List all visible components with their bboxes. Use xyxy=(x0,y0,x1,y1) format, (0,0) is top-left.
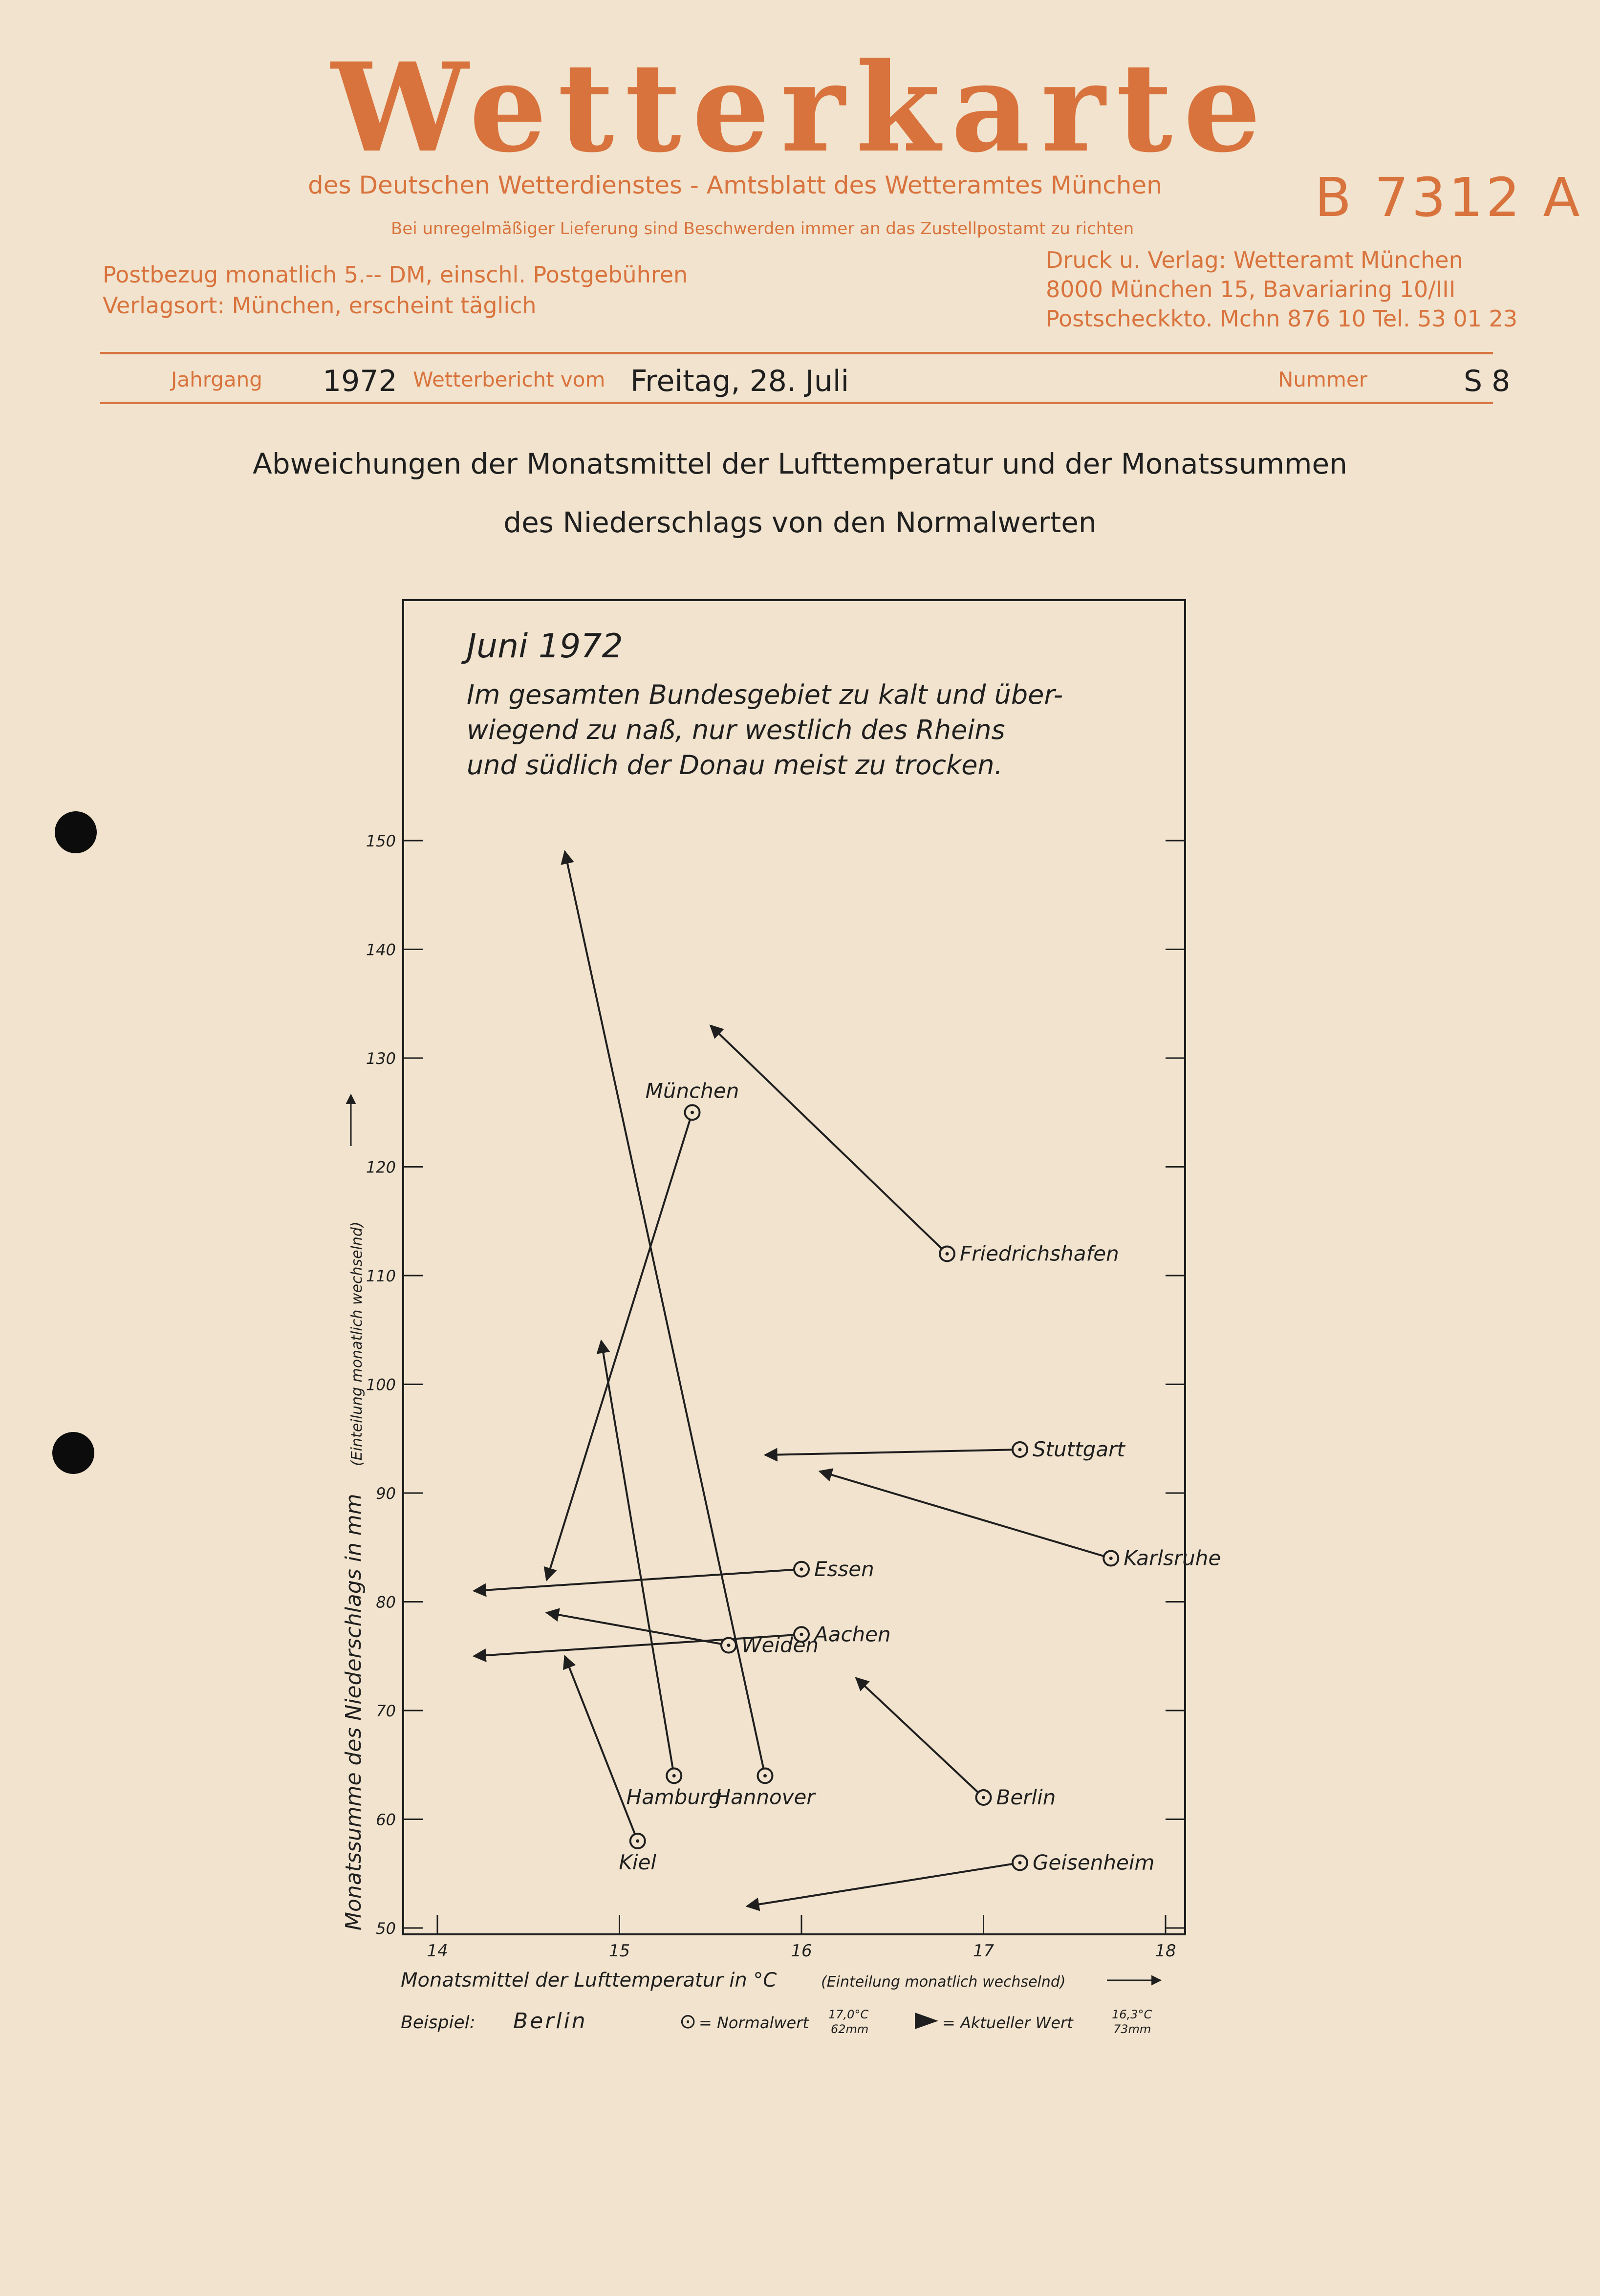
masthead-subtitle: des Deutschen Wetterdienstes - Amtsblatt des Wetteramtes München xyxy=(308,171,1162,199)
deviation-arrow-stuttgart xyxy=(765,1450,1020,1455)
deviation-arrow-berlin xyxy=(856,1678,984,1798)
deviation-arrow-hannover xyxy=(565,851,765,1776)
legend-normal-temp: 17,0°C xyxy=(828,2008,869,2021)
normal-point-center-weiden xyxy=(727,1644,731,1647)
y-tick-label: 130 xyxy=(366,1049,396,1068)
normal-point-center-kiel xyxy=(636,1840,639,1843)
normal-point-center-berlin xyxy=(982,1796,985,1799)
station-label-friedrichshafen: Friedrichshafen xyxy=(960,1241,1119,1266)
publishing-place: Verlagsort: München, erscheint täglich xyxy=(103,292,537,319)
y-tick-label: 50 xyxy=(376,1919,396,1938)
x-tick-label: 15 xyxy=(608,1941,630,1961)
x-axis-note: (Einteilung monatlich wechselnd) xyxy=(821,1973,1066,1991)
report-date: Freitag, 28. Juli xyxy=(630,364,849,398)
number-label: Nummer xyxy=(1278,368,1367,391)
legend-example-city: Berlin xyxy=(513,2009,587,2034)
normal-point-center-hamburg xyxy=(672,1774,676,1777)
subscription-price: Postbezug monatlich 5.-- DM, einschl. Postgebühren xyxy=(103,261,688,288)
deviation-arrow-karlsruhe xyxy=(820,1472,1111,1559)
y-tick-label: 80 xyxy=(376,1593,396,1612)
deviation-arrow-friedrichshafen xyxy=(711,1025,947,1254)
chart-heading-line-2: des Niederschlags von den Normalwerten xyxy=(503,506,1097,539)
x-axis-label: Monatsmittel der Lufttemperatur in °C xyxy=(401,1969,777,1992)
y-tick-label: 120 xyxy=(366,1158,396,1177)
normal-point-center-muenchen xyxy=(691,1111,694,1114)
actual-value-arrow-icon xyxy=(915,2013,938,2029)
chart-title: Juni 1972 xyxy=(467,627,623,666)
deviation-arrow-essen xyxy=(474,1569,802,1591)
normal-point-center-stuttgart xyxy=(1018,1448,1022,1451)
chart-heading-line-1: Abweichungen der Monatsmittel der Lufttemperatur und der Monatssummen xyxy=(253,447,1347,480)
y-tick-label: 70 xyxy=(376,1702,396,1720)
station-label-essen: Essen xyxy=(814,1557,874,1581)
number-value: S 8 xyxy=(1464,364,1511,398)
y-tick-label: 60 xyxy=(376,1810,396,1829)
normal-point-center-essen xyxy=(800,1567,803,1571)
deviation-arrow-weiden xyxy=(547,1613,729,1646)
chart-description-line-1: Im gesamten Bundesgebiet zu kalt und über- xyxy=(467,679,1063,710)
x-tick-label: 17 xyxy=(973,1941,995,1961)
legend-actual-precip: 73mm xyxy=(1113,2022,1151,2036)
station-label-hamburg: Hamburg xyxy=(626,1785,722,1809)
normal-value-symbol: ⊙ xyxy=(679,2009,697,2033)
station-label-hannover: Hannover xyxy=(715,1785,815,1809)
issue-code: B 7312 A xyxy=(1315,166,1583,229)
deviation-arrow-geisenheim xyxy=(747,1863,1020,1906)
normal-point-center-geisenheim xyxy=(1018,1861,1022,1864)
legend-actual-label: = Aktueller Wert xyxy=(942,2014,1073,2032)
chart-description-line-2: wiegend zu naß, nur westlich des Rheins xyxy=(467,715,1005,745)
y-tick-label: 150 xyxy=(366,832,396,850)
y-tick-label: 90 xyxy=(376,1484,396,1503)
x-tick-label: 14 xyxy=(427,1941,448,1961)
normal-point-center-karlsruhe xyxy=(1109,1557,1113,1560)
legend-actual-temp: 16,3°C xyxy=(1112,2008,1152,2021)
publisher-line-3: Postscheckkto. Mchn 876 10 Tel. 53 01 23 xyxy=(1046,305,1518,332)
normal-point-center-friedrichshafen xyxy=(946,1252,949,1256)
station-label-stuttgart: Stuttgart xyxy=(1033,1437,1125,1461)
masthead-title: Wetterkarte xyxy=(331,36,1272,179)
deviation-arrow-hamburg xyxy=(601,1341,674,1776)
y-tick-label: 100 xyxy=(366,1375,396,1394)
y-tick-label: 140 xyxy=(366,940,396,959)
normal-point-center-hannover xyxy=(763,1774,767,1777)
x-tick-label: 18 xyxy=(1155,1941,1176,1961)
chart-description-line-3: und südlich der Donau meist zu trocken. xyxy=(467,750,1003,780)
x-tick-label: 16 xyxy=(791,1941,812,1961)
legend-normal-precip: 62mm xyxy=(831,2022,869,2036)
deviation-arrow-muenchen xyxy=(547,1112,692,1580)
station-label-berlin: Berlin xyxy=(996,1785,1056,1809)
year-label: Jahrgang xyxy=(171,368,262,391)
chart-frame xyxy=(403,600,1185,1934)
report-label: Wetterbericht vom xyxy=(413,368,605,391)
station-label-aachen: Aachen xyxy=(814,1622,891,1646)
station-label-weiden: Weiden xyxy=(741,1633,819,1657)
legend-normal-label: = Normalwert xyxy=(699,2014,809,2032)
station-label-muenchen: München xyxy=(645,1079,739,1103)
station-label-karlsruhe: Karlsruhe xyxy=(1124,1546,1221,1570)
year-value: 1972 xyxy=(323,364,397,398)
complaint-note: Bei unregelmäßiger Lieferung sind Beschwerden immer an das Zustellpostamt zu richten xyxy=(391,219,1134,238)
station-label-kiel: Kiel xyxy=(619,1850,657,1874)
publisher-line-2: 8000 München 15, Bavariaring 10/III xyxy=(1046,276,1456,303)
y-axis-label: Monatssumme des Niederschlags in mm xyxy=(341,1494,366,1930)
publisher-line-1: Druck u. Verlag: Wetteramt München xyxy=(1046,247,1463,273)
deviation-arrow-kiel xyxy=(565,1656,638,1841)
station-label-geisenheim: Geisenheim xyxy=(1033,1850,1155,1875)
y-axis-note: (Einteilung monatlich wechselnd) xyxy=(348,1221,366,1466)
y-tick-label: 110 xyxy=(366,1267,396,1285)
legend-example-label: Beispiel: xyxy=(401,2013,476,2033)
